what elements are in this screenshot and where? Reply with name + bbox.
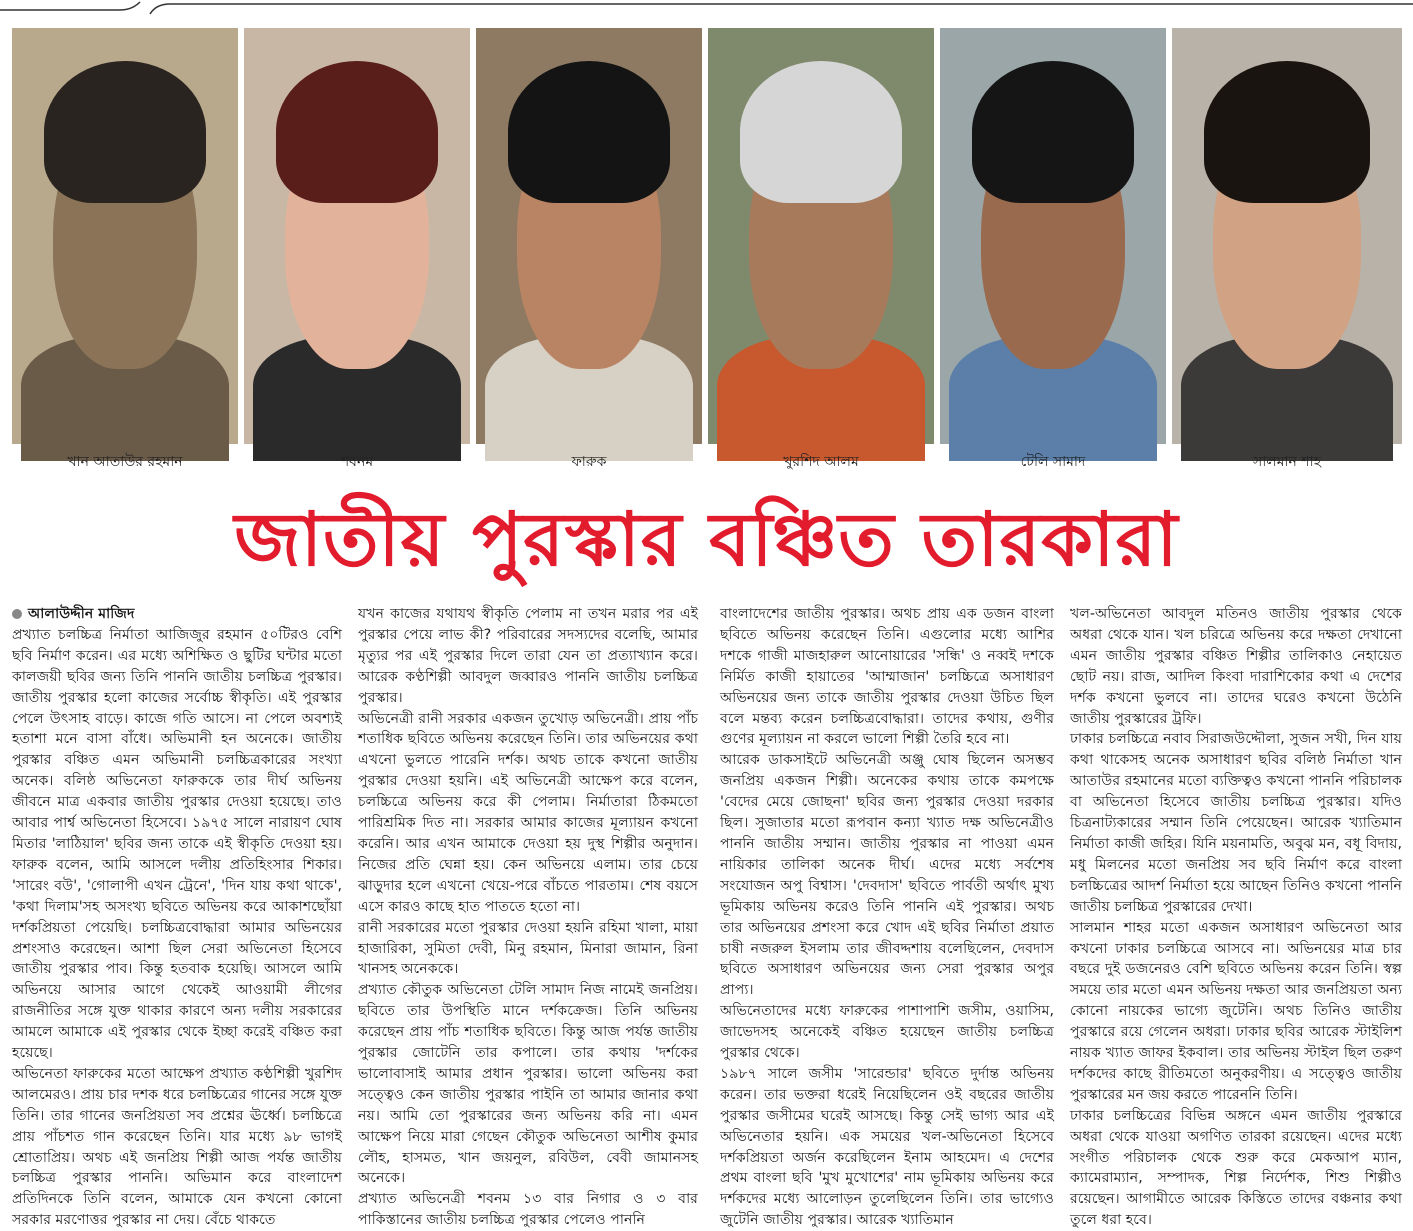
byline	[12, 604, 342, 625]
article-column-1	[12, 604, 342, 1229]
paragraph: অভিনেতা ফারুকের মতো আক্ষেপ প্রখ্যাত কণ্ঠশিল্পী খুরশিদ আলমেরও। প্রায় চার দশক ধরে চলচ্চিত্রের গানের সঙ্গে যুক্ত তিনি। তার গানের জনপ্রিয়তা সব প্রশ্নের ঊর্ধ্বে। চলচ্চিত্রে প্রায় পাঁচশত গান করেছেন তিনি। যার মধ্যে ৯৮ ভাগই শ্রোতাপ্রিয়। অথচ এই জনপ্রিয় শিল্পী আজ পর্যন্ত জাতীয় চলচ্চিত্র পুরস্কার পাননি। অভিমান করে বাংলাদেশ প্রতিদিনকে তিনি বলেন, আমাকে যেন কখনো কোনো সরকার মরণোত্তর পুরস্কার না দেয়। বেঁচে থাকতে	[12, 1065, 342, 1229]
paragraph: ঢাকার চলচ্চিত্রের বিভিন্ন অঙ্গনে এমন জাতীয় পুরস্কারে অধরা থেকে যাওয়া অগণিত তারকা রয়েছেন। এদের মধ্যে সংগীত পরিচালক থেকে শুরু করে মেকআপ ম্যান, ক্যামেরাম্যান, সম্পাদক, শিল্প নির্দেশক, শিশু শিল্পীও রয়েছেন। আগামীতে আরেক কিস্তিতে তাদের বঞ্চনার কথা তুলে ধরা হবে।	[1070, 1107, 1402, 1229]
photo-salman-shah	[1172, 28, 1402, 444]
photo-caption: শবনম	[340, 454, 374, 470]
photo-caption: খান আতাউর রহমান	[67, 454, 183, 470]
paragraph: অভিনেতাদের মধ্যে ফারুকের পাশাপাশি জসীম, ওয়াসিম, জাভেদসহ অনেকেই বঞ্চিত হয়েছেন জাতীয় চলচ্চিত্র পুরস্কার থেকে।	[720, 1003, 1054, 1062]
paragraph: অভিনেত্রী রানী সরকার একজন তুখোড় অভিনেত্রী। প্রায় পাঁচ শতাধিক ছবিতে অভিনয় করেছেন তিনি। তার অভিনয়ের কথা এখনো ভুলতে পারেনি দর্শক। অথচ তাকে কখনো জাতীয় পুরস্কার দেওয়া হয়নি। এই অভিনেত্রী আক্ষেপ করে বলেন, চলচ্চিত্রে অভিনয় করে কী পেলাম। নির্মাতারা ঠিকমতো পারিশ্রমিক দিত না। সরকার আমার কাজের মূল্যায়ন কখনো করেনি। আর এখন আমাকে দেওয়া হয় দুস্থ শিল্পীর অনুদান। নিজের প্রতি ঘেন্না হয়। কেন অভিনয়ে এলাম। তার চেয়ে ঝাড়ুদার হলে এখনো খেয়ে-পরে বাঁচতে পারতাম। শেষ বয়সে এসে কারও কাছে হাত পাততে হতো না।	[358, 710, 698, 915]
photo-captions	[12, 450, 1402, 476]
photo-caption: টেলি সামাদ	[1020, 454, 1086, 470]
paragraph: ১৯৮৭ সালে জসীম 'সারেন্ডার' ছবিতে দুর্দান্ত অভিনয় করেন। তার ভক্তরা ধরেই নিয়েছিলেন ওই বছরের জাতীয় পুরস্কার জসীমের ঘরেই আসছে। কিন্তু সেই ভাগ্য আর এই অভিনেতার হয়নি। এক সময়ের খল-অভিনেতা হিসেবে দর্শকপ্রিয়তা অর্জন করেছিলেন ইনাম আহমেদ। এ দেশের প্রথম বাংলা ছবি 'মুখ মুখোশের' নাম ভূমিকায় অভিনয় করে দর্শকদের মধ্যে আলোড়ন তুলেছিলেন তিনি। তার ভাগ্যেও জুটেনি জাতীয় পুরস্কার। আরেক খ্যাতিমান	[720, 1065, 1054, 1229]
article-column-4	[1070, 604, 1402, 1229]
photo-teli-samad	[940, 28, 1166, 444]
article-column-2	[358, 604, 698, 1229]
paragraph: খল-অভিনেতা আবদুল মতিনও জাতীয় পুরস্কার থেকে অধরা থেকে যান। খল চরিত্রে অভিনয় করে দক্ষতা দেখানো এমন জাতীয় পুরস্কার বঞ্চিত শিল্পীর তালিকাও নেহায়েত ছোট নয়। রাজ, আদিল কিংবা দারাশিকোর কথা এ দেশের দর্শক কখনো ভুলবে না। তাদের ঘরেও কখনো উঠেনি জাতীয় পুরস্কারের ট্রফি।	[1070, 606, 1402, 727]
paragraph: বাংলাদেশের জাতীয় পুরস্কার। অথচ প্রায় এক ডজন বাংলা ছবিতে অভিনয় করেছেন তিনি। এগুলোর মধ্যে আশির দশকে গাজী মাজহারুল আনোয়ারের 'সন্ধি' ও নব্বই দশকে নির্মিত কাজী হায়াতের 'আম্মাজান' চলচ্চিত্রে অসাধারণ অভিনয়ের জন্য তাকে জাতীয় পুরস্কার দেওয়া উচিত ছিল বলে মন্তব্য করেন চলচ্চিত্রবোদ্ধারা। তাদের কথায়, গুণীর গুণের মূল্যায়ন না করলে ভালো শিল্পী তৈরি হবে না।	[720, 606, 1054, 748]
paragraph: যখন কাজের যথাযথ স্বীকৃতি পেলাম না তখন মরার পর এই পুরস্কার পেয়ে লাভ কী? পরিবারের সদস্যদের বলেছি, আমার মৃত্যুর পর এই পুরস্কার দিলে তারা যেন তা প্রত্যাখ্যান করে। আরেক কণ্ঠশিল্পী আবদুল জব্বারও পাননি জাতীয় চলচ্চিত্র পুরস্কার।	[358, 606, 698, 706]
bullet-icon	[12, 609, 22, 619]
article-body	[12, 604, 1402, 1229]
article-column-3	[720, 604, 1054, 1229]
paragraph: প্রখ্যাত কৌতুক অভিনেতা টেলি সামাদ নিজ নামেই জনপ্রিয়। ছবিতে তার উপস্থিতি মানে দর্শকক্রেজ। তিনি অভিনয় করেছেন প্রায় পাঁচ শতাধিক ছবিতে। কিন্তু আজ পর্যন্ত জাতীয় পুরস্কার জোটেনি তার কপালে। তার কথায় 'দর্শকের ভালোবাসাই আমার প্রধান পুরস্কার। ভালো অভিনয় করা সত্ত্বেও কেন জাতীয় পুরস্কার পাইনি তা আমার জানার কথা নয়। আমি তো পুরস্কারের জন্য অভিনয় করি না। এমন আক্ষেপ নিয়ে মারা গেছেন কৌতুক অভিনেতা আশীষ কুমার লৌহ, হাসমত, খান জয়নুল, রবিউল, বেবী জামানসহ অনেকে।	[358, 982, 698, 1187]
photo-faruk	[476, 28, 702, 444]
photo-strip	[12, 28, 1402, 444]
photo-caption: সালমান শাহ	[1252, 454, 1322, 470]
photo-khurshid-alam	[708, 28, 934, 444]
photo-shabnam	[244, 28, 470, 444]
paragraph: রানী সরকারের মতো পুরস্কার দেওয়া হয়নি রহিমা খালা, মায়া হাজারিকা, সুমিতা দেবী, মিনু রহমান, মিনারা জামান, রিনা খানসহ অনেককে।	[358, 919, 698, 978]
paragraph: আরেক ডাকসাইটে অভিনেত্রী অঞ্জু ঘোষ ছিলেন অসম্ভব জনপ্রিয় একজন শিল্পী। অনেকের কথায় তাকে কমপক্ষে 'বেদের মেয়ে জোছনা' ছবির জন্য পুরস্কার দেওয়া দরকার ছিল। সুজাতার মতো রূপবান কন্যা খ্যাত দক্ষ অভিনেত্রীও পাননি জাতীয় সম্মান। জাতীয় পুরস্কার না পাওয়া এমন নায়িকার তালিকা অনেক দীর্ঘ। এদের মধ্যে সর্বশেষ সংযোজন অপু বিশ্বাস। 'দেবদাস' ছবিতে পার্বতী অর্থাৎ মুখ্য ভূমিকায় অভিনয় করেও তিনি পাননি এই পুরস্কার। অথচ তার অভিনয়ের প্রশংসা করে খোদ এই ছবির নির্মাতা প্রয়াত চাষী নজরুল ইসলাম তার জীবদ্দশায় বলেছিলেন, দেবদাস ছবিতে অসাধারণ অভিনয়ের জন্য সেরা পুরস্কার অপুর প্রাপ্য।	[720, 752, 1054, 999]
byline-author: আলাউদ্দীন মাজিদ	[28, 606, 135, 622]
paragraph: প্রখ্যাত চলচ্চিত্র নির্মাতা আজিজুর রহমান ৫০টিরও বেশি ছবি নির্মাণ করেন। এর মধ্যে অশিক্ষিত ও ছুটির ঘন্টার মতো কালজয়ী ছবির জন্য তিনি পাননি জাতীয় চলচ্চিত্র পুরস্কার। জাতীয় পুরস্কার হলো কাজের সর্বোচ্চ স্বীকৃতি। এই পুরস্কার পেলে উৎসাহ বাড়ে। কাজে গতি আসে। না পেলে অবশ্যই হতাশা মনে বাসা বাঁধে। অভিমানী হন অনেকে। জাতীয় পুরস্কার বঞ্চিত এমন অভিমানী চলচ্চিত্রকারের সংখ্যা অনেক। বলিষ্ঠ অভিনেতা ফারুককে তার দীর্ঘ অভিনয় জীবনে মাত্র একবার জাতীয় পুরস্কার দেওয়া হয়েছে। তাও আবার পার্শ্ব অভিনেতা হিসেবে। ১৯৭৫ সালে নারায়ণ ঘোষ মিতার 'লাঠিয়াল' ছবির জন্য তাকে এই স্বীকৃতি দেওয়া হয়। ফারুক বলেন, আমি আসলে দলীয় প্রতিহিংসার শিকার। 'সারেং বউ', 'গোলাপী এখন ট্রেনে', 'দিন যায় কথা থাকে', 'কথা দিলাম'সহ অসংখ্য ছবিতে অভিনয় করে আকাশছোঁয়া দর্শকপ্রিয়তা পেয়েছি। চলচ্চিত্রবোদ্ধারা আমার অভিনয়ের প্রশংসাও করেছেন। আশা ছিল সেরা অভিনেতা হিসেবে জাতীয় পুরস্কার পাব। কিন্তু হতবাক হয়েছি। আসলে আমি অভিনয়ে আসার আগে থেকেই আওয়ামী লীগের রাজনীতির সঙ্গে যুক্ত থাকার কারণে অন্য দলীয় সরকারের আমলে আমাকে এই পুরস্কার থেকে ইচ্ছা করেই বঞ্চিত করা হয়েছে।	[12, 626, 342, 1062]
paragraph: প্রখ্যাত অভিনেত্রী শবনম ১৩ বার নিগার ও ৩ বার পাকিস্তানের জাতীয় চলচ্চিত্র পুরস্কার পেলেও পাননি	[358, 1191, 698, 1229]
photo-caption: ফারুক	[571, 454, 607, 470]
page-top-border	[0, 0, 1413, 14]
paragraph: ঢাকার চলচ্চিত্রে নবাব সিরাজউদ্দৌলা, সুজন সখী, দিন যায় কথা থাকেসহ অনেক অসাধারণ ছবির বলিষ্ঠ নির্মাতা খান আতাউর রহমানের মতো ব্যক্তিত্বও কখনো পাননি পরিচালক বা অভিনেতা হিসেবে জাতীয় চলচ্চিত্র পুরস্কার। যদিও চিত্রনাট্যকারের সম্মান তিনি পেয়েছেন। আরেক খ্যাতিমান নির্মাতা কাজী জহির। যিনি ময়নামতি, অবুঝ মন, বধূ বিদায়, মধু মিলনের মতো জনপ্রিয় সব ছবি নির্মাণ করে বাংলা চলচ্চিত্রের আদর্শ নির্মাতা হয়ে আছেন তিনিও কখনো পাননি জাতীয় চলচ্চিত্র পুরস্কারের দেখা।	[1070, 731, 1402, 915]
photo-caption: খুরশিদ আলম	[783, 454, 859, 470]
photo-khan-ataur-rahman	[12, 28, 238, 444]
paragraph: সালমান শাহর মতো একজন অসাধারণ অভিনেতা আর কখনো ঢাকার চলচ্চিত্রে আসবে না। অভিনয়ের মাত্র চার বছরে দুই ডজনেরও বেশি ছবিতে অভিনয় করেন তিনি। স্বল্প সময়ে তার মতো এমন অভিনয় দক্ষতা আর জনপ্রিয়তা অন্য কোনো নায়কের ভাগ্যে জুটেনি। অথচ তিনিও জাতীয় পুরস্কারে রয়ে গেলেন অধরা। ঢাকার ছবির আরেক স্টাইলিশ নায়ক খ্যাত জাফর ইকবাল। তার অভিনয় স্টাইল ছিল তরুণ দর্শকদের কাছে রীতিমতো অনুকরণীয়। এ সত্ত্বেও জাতীয় পুরস্কারের মন জয় করতে পারেননি তিনি।	[1070, 919, 1402, 1103]
headline: জাতীয় পুরস্কার বঞ্চিত তারকারা	[234, 497, 1179, 583]
